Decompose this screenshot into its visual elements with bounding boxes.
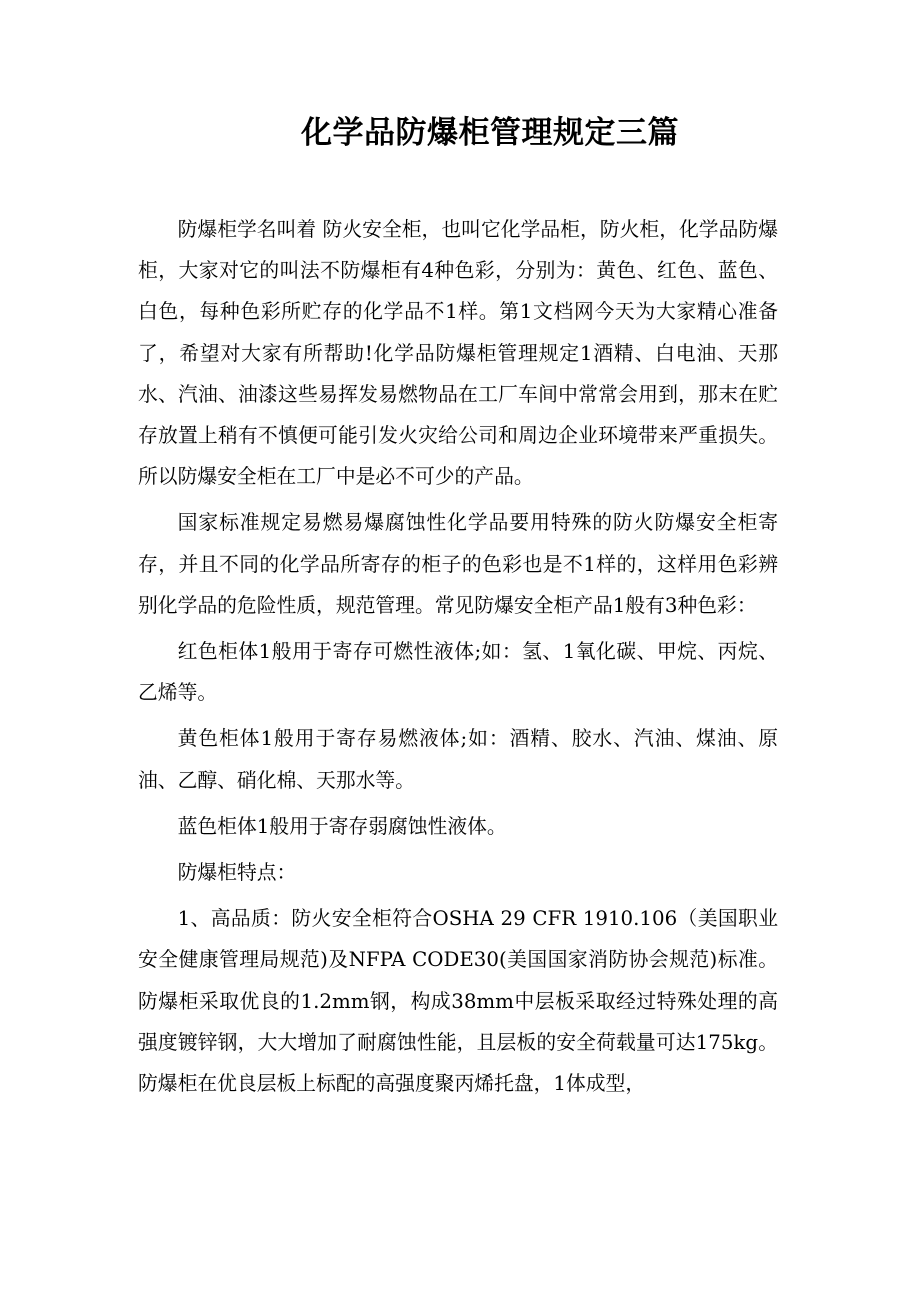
paragraph-features-heading: 防爆柜特点：: [177, 861, 297, 885]
paragraph-red-cabinet: 红色柜体1般用于寄存可燃性液体;如：氢、1氧化碳、甲烷、丙烷、乙烯等。: [138, 640, 778, 705]
paragraph-yellow-cabinet: 黄色柜体1般用于寄存易燃液体;如：酒精、胶水、汽油、煤油、原油、乙醇、硝化棉、天那水等。: [138, 727, 778, 792]
paragraph-blue-cabinet: 蓝色柜体1般用于寄存弱腐蚀性液体。: [177, 814, 507, 838]
document-body: [138, 209, 778, 1109]
paragraph-national-standard: 国家标准规定易燃易爆腐蚀性化学品要用特殊的防火防爆安全柜寄存，并且不同的化学品所寄存的柜子的色彩也是不1样的，这样用色彩辨别化学品的危险性质，规范管理。常见防爆安全柜产品1般有3种色彩：: [138, 511, 778, 617]
paragraph-intro: 防爆柜学名叫着 防火安全柜，也叫它化学品柜，防火柜，化学品防爆柜，大家对它的叫法不防爆柜有4种色彩，分别为：黄色、红色、蓝色、白色，每种色彩所贮存的化学品不1样。第1文档网今天为大家精心准备了，希望对大家有所帮助!化学品防爆柜管理规定1酒精、白电油、天那水、汽油、油漆这些易挥发易燃物品在工厂车间中常常会用到，那末在贮存放置上稍有不慎便可能引发火灾给公司和周边企业环境带来严重损失。所以防爆安全柜在工厂中是必不可少的产品。: [138, 218, 778, 489]
document-title: 化学品防爆柜管理规定三篇: [301, 115, 679, 151]
paragraph-feature-quality: 1、高品质：防火安全柜符合OSHA 29 CFR 1910.106（美国职业安全健康管理局规范)及NFPA CODE30(美国国家消防协会规范)标准。防爆柜采取优良的1.2mm钢，构成38mm中层板采取经过特殊处理的高强度镀锌钢，大大增加了耐腐蚀性能，且层板的安全荷载量可达175kg。防爆柜在优良层板上标配的高强度聚丙烯托盘，1体成型，: [138, 907, 778, 1096]
